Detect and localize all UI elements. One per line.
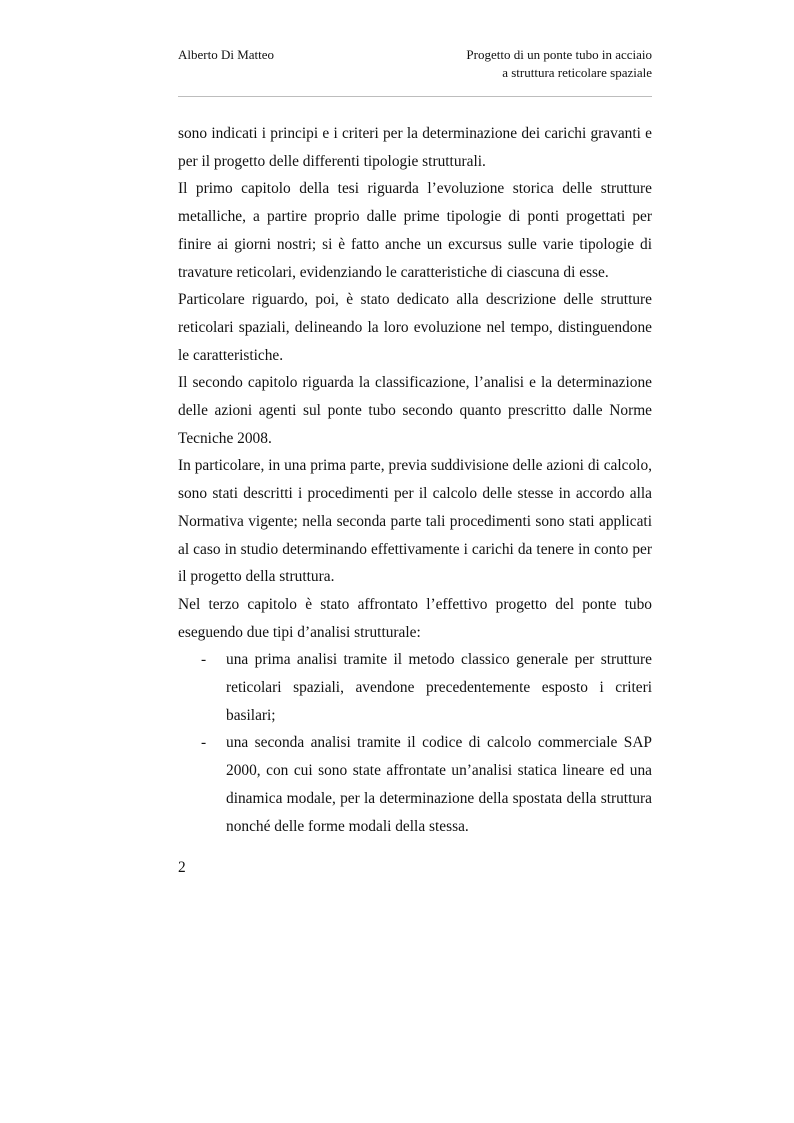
list-item-text: una seconda analisi tramite il codice di calcolo commerciale SAP 2000, con cui sono state affrontate un’analisi statica lineare ed una dinamica modale, per la determinazione della spostata della struttura nonché delle forme modali della stessa. [226,734,652,835]
header-author: Alberto Di Matteo [178,47,275,62]
page-number: 2 [178,859,186,876]
list-item [178,729,652,840]
paragraph-5: In particolare, in una prima parte, previa suddivisione delle azioni di calcolo, sono stati descritti i procedimenti per il calcolo delle stesse in accordo alla Normativa vigente; nella seconda parte tali procedimenti sono stati applicati al caso in studio determinando effettivamente i carichi da tenere in conto per il progetto della struttura. [178,457,652,586]
list-dash: - [201,651,207,669]
header-title-line-1: Progetto di un ponte tubo in acciaio [466,47,652,62]
header-title [466,46,652,82]
header-title-line-2: a struttura reticolare spaziale [502,65,652,80]
list-item [178,646,652,729]
paragraph-6: Nel terzo capitolo è stato affrontato l’effettivo progetto del ponte tubo eseguendo due tipi d’analisi strutturale: [178,595,652,641]
paragraph-4: Il secondo capitolo riguarda la classificazione, l’analisi e la determinazione delle azioni agenti sul ponte tubo secondo quanto prescritto dalle Norme Tecniche 2008. [178,374,652,447]
page-header [178,46,652,97]
paragraph-3: Particolare riguardo, poi, è stato dedicato alla descrizione delle strutture reticolari spaziali, delineando la loro evoluzione nel tempo, distinguendone le caratteristiche. [178,291,652,364]
list-dash: - [201,734,207,752]
paragraph-1: sono indicati i principi e i criteri per la determinazione dei carichi gravanti e per il progetto delle differenti tipologie strutturali. [178,125,652,170]
analysis-list [178,646,652,840]
body-text [178,120,652,840]
paragraph-2: Il primo capitolo della tesi riguarda l’evoluzione storica delle strutture metalliche, a partire proprio dalle prime tipologie di ponti progettati per finire ai giorni nostri; si è fatto anche un excursus sulle varie tipologie di travature reticolari, evidenziando le caratteristiche di ciascuna di esse. [178,180,652,281]
list-item-text: una prima analisi tramite il metodo classico generale per strutture reticolari spaziali, avendone precedentemente esposto i criteri basilari; [226,651,652,724]
